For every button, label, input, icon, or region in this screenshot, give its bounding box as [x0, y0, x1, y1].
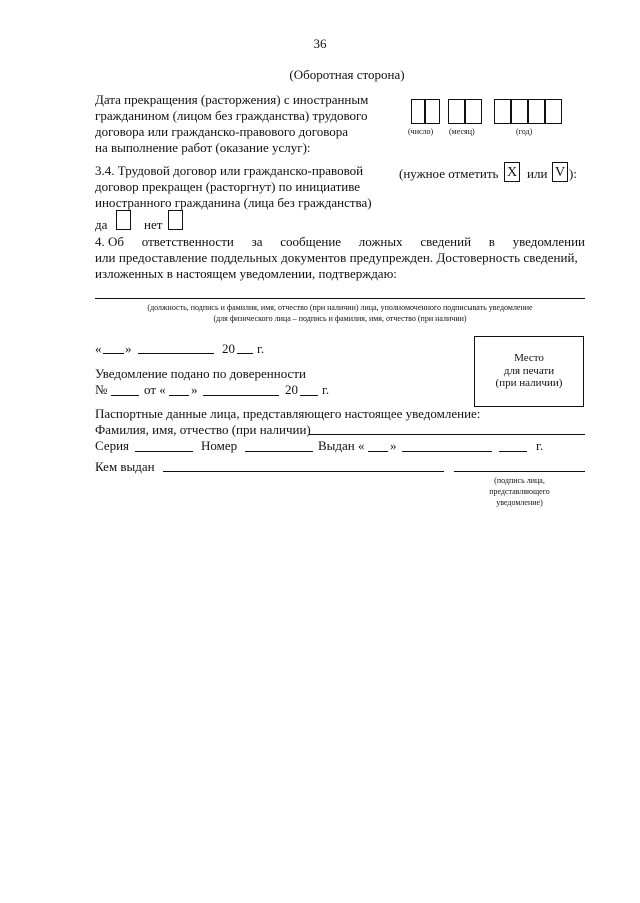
section-4-line-1 [95, 234, 585, 250]
section-4-word: сведений [420, 234, 472, 249]
proxy-close-quote: » [191, 382, 198, 397]
passport-series-label: Серия [95, 438, 130, 453]
proxy-month-field[interactable] [203, 395, 279, 396]
passport-issued-day-field[interactable] [368, 451, 388, 452]
proxy-day-field[interactable] [169, 395, 189, 396]
mark-hint-suffix: ): [569, 166, 577, 181]
signature-caption-3-line-2: представляющего [489, 487, 550, 496]
month-digit-1-cell[interactable] [448, 99, 465, 124]
signature-caption-3-line-3: уведомление) [496, 498, 543, 507]
stamp-text-line-3: (при наличии) [495, 377, 563, 389]
signature-caption-1: (должность, подпись и фамилия, имя, отчество (при наличии) лица, уполномоченного подписывать уведомление [147, 303, 533, 312]
stamp-text-line-1: Место [514, 352, 544, 364]
section-3-4-line-1: 3.4. Трудовой договор или гражданско-правовой [95, 163, 364, 178]
passport-issued-year-field[interactable] [499, 451, 527, 452]
year-label: (год) [516, 127, 533, 136]
passport-series-field[interactable] [135, 451, 193, 452]
year-digit-3-cell[interactable] [528, 99, 545, 124]
proxy-year-suffix: г. [322, 382, 330, 397]
passport-issued-month-field[interactable] [402, 451, 492, 452]
representative-signature-field[interactable] [454, 471, 585, 472]
no-checkbox[interactable] [168, 210, 183, 230]
page-number: 36 [313, 36, 327, 51]
signature-caption-3-line-1: (подпись лица, [494, 476, 545, 485]
section-4-word: ложных [358, 234, 403, 249]
proxy-year-field[interactable] [300, 395, 318, 396]
section-4-line-2: или предоставление поддельных документов предупрежден. Достоверность сведений, [95, 250, 578, 265]
date-year-field[interactable] [237, 353, 253, 354]
section-3-4-line-2: договор прекращен (расторгнут) по инициативе [95, 179, 361, 194]
year-digit-1-cell[interactable] [494, 99, 511, 124]
termination-text-line-1: Дата прекращения (расторжения) с иностранным [95, 92, 369, 107]
yes-checkbox[interactable] [116, 210, 131, 230]
section-3-4-line-3: иностранного гражданина (лица без гражданства) [95, 195, 372, 210]
date-open-quote: « [95, 341, 102, 356]
proxy-year-prefix: 20 [285, 382, 298, 397]
termination-text-line-4: на выполнение работ (оказание услуг): [95, 140, 311, 155]
passport-title: Паспортные данные лица, представляющего настоящее уведомление: [95, 406, 481, 421]
section-4-word: сообщение [280, 234, 342, 249]
proxy-title: Уведомление подано по доверенности [95, 366, 306, 381]
section-4-word: ответственности [141, 234, 234, 249]
month-label: (месяц) [449, 127, 475, 136]
passport-issued-close-quote: » [390, 438, 397, 453]
mark-v-example: V [552, 162, 568, 182]
no-label: нет [144, 217, 163, 232]
section-4-word: уведомлении [512, 234, 585, 249]
day-digit-1-cell[interactable] [411, 99, 425, 124]
day-label: (число) [408, 127, 434, 136]
signature-caption-2: (для физического лица – подпись и фамилия, имя, отчество (при наличии) [213, 314, 467, 323]
passport-number-field[interactable] [245, 451, 313, 452]
section-4-line-3: изложенных в настоящем уведомлении, подтверждаю: [95, 266, 397, 281]
mark-x-example: X [504, 162, 520, 182]
proxy-from-word: от « [144, 382, 166, 397]
day-digit-2-cell[interactable] [425, 99, 440, 124]
date-day-field[interactable] [103, 353, 124, 354]
reverse-side-title: (Оборотная сторона) [289, 67, 405, 82]
year-digit-4-cell[interactable] [545, 99, 562, 124]
date-year-suffix: г. [257, 341, 265, 356]
date-close-quote: » [125, 341, 132, 356]
proxy-number-sign: № [95, 382, 108, 397]
yes-label: да [95, 217, 108, 232]
or-word: или [527, 166, 548, 181]
month-digit-2-cell[interactable] [465, 99, 482, 124]
passport-number-label: Номер [201, 438, 238, 453]
passport-issued-label: Выдан « [318, 438, 365, 453]
section-4-word: 4. Об [95, 234, 125, 249]
termination-text-line-3: договора или гражданско-правового договора [95, 124, 349, 139]
section-4-word: за [251, 234, 263, 249]
date-month-field[interactable] [138, 353, 214, 354]
proxy-number-field[interactable] [111, 395, 139, 396]
passport-issued-by-label: Кем выдан [95, 459, 155, 474]
section-4-word: в [488, 234, 495, 249]
mark-hint-prefix: (нужное отметить [399, 166, 499, 181]
signature-line[interactable] [95, 298, 585, 299]
passport-fio-label: Фамилия, имя, отчество (при наличии) [95, 422, 311, 437]
passport-issued-year-suffix: г. [536, 438, 544, 453]
date-year-prefix: 20 [222, 341, 235, 356]
passport-fio-field[interactable] [309, 434, 585, 435]
passport-issued-by-field[interactable] [163, 471, 444, 472]
termination-text-line-2: гражданином (лицом без гражданства) трудового [95, 108, 368, 123]
stamp-text-line-2: для печати [503, 365, 555, 377]
year-digit-2-cell[interactable] [511, 99, 528, 124]
